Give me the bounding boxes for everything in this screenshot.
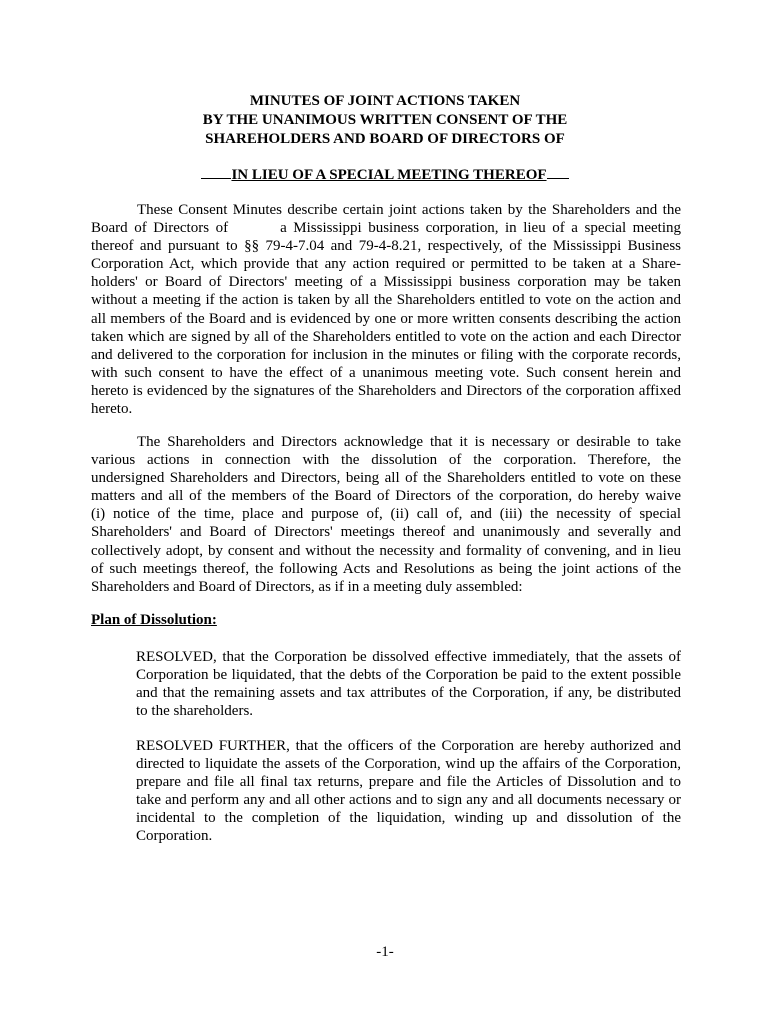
para2-line: Shareholders and Board of Directors, as if in a meeting duly assembled: — [91, 578, 523, 595]
para1-line-part: a Mississippi business corporation, in lieu of a special meeting — [280, 220, 681, 237]
para1-line: without a meeting if the action is taken by all the Shareholders entitled to vote on the action and — [91, 292, 681, 309]
subtitle-text: IN LIEU OF A SPECIAL MEETING THEREOF — [231, 167, 547, 183]
plan-of-dissolution-heading: Plan of Dissolution: — [91, 612, 217, 628]
para2-line: Shareholders' and Board of Directors' meetings thereof and unanimously and severally and — [91, 524, 681, 541]
para2-line: The Shareholders and Directors acknowledge that it is necessary or desirable to take — [137, 434, 681, 450]
para1-line: hereto. — [91, 401, 133, 418]
resolution-1 — [136, 648, 681, 720]
para1-line: hereto is evidenced by the signatures of the Shareholders and Directors of the corporation affixed — [91, 382, 681, 399]
para1-line: with such consent to have the effect of a unanimous meeting vote. Such consent herein and — [91, 364, 681, 381]
resolution-1-line: to the shareholders. — [136, 703, 254, 720]
para1-line: holders' or Board of Directors' meeting of a Mississippi business corporation may be taken — [91, 274, 681, 291]
para2-line: matters and all of the members of the Board of Directors of the corporation, do hereby waive — [91, 488, 681, 505]
para1-line: thereof and pursuant to §§ 79-4-7.04 and 79-4-8.21, respectively, of the Mississippi Business — [91, 238, 681, 255]
para2-line: various actions in connection with the dissolution of the corporation. Therefore, the — [91, 452, 681, 469]
resolution-2-line: Corporation. — [136, 828, 213, 845]
resolution-2-line: prepare and file all final tax returns, prepare and file the Articles of Dissolution and to — [136, 774, 681, 791]
acknowledgement-paragraph — [91, 433, 681, 596]
title-line-1: MINUTES OF JOINT ACTIONS TAKEN — [249, 93, 521, 109]
title-line-3: SHAREHOLDERS AND BOARD OF DIRECTORS OF — [205, 131, 565, 147]
resolution-2-line: incidental to the completion of the liquidation, winding up and dissolution of the — [136, 810, 681, 827]
para1-line: Corporation Act, which provide that any action required or permitted to be taken at a Share- — [91, 256, 681, 273]
para2-line: undersigned Shareholders and Directors, being all of the Shareholders entitled to vote on these — [91, 470, 681, 487]
para2-line: collectively adopt, by consent and without the necessity and formality of convening, and in lieu — [91, 542, 681, 559]
page-number: -1- — [376, 944, 394, 960]
resolution-2-line: RESOLVED FURTHER, that the officers of the Corporation are hereby authorized and — [136, 738, 681, 754]
title-line-2: BY THE UNANIMOUS WRITTEN CONSENT OF THE — [202, 112, 568, 128]
para1-line: all members of the Board and is evidenced by one or more written consents describing the action — [91, 310, 681, 327]
para2-line: of such meetings thereof, the following Acts and Resolutions as being the joint actions of the — [91, 560, 681, 577]
subtitle-blank-left — [201, 164, 231, 179]
para1-line: These Consent Minutes describe certain joint actions taken by the Shareholders and the — [137, 202, 681, 218]
document-title — [0, 92, 770, 149]
resolution-2-line: take and perform any and all other actions and to sign any and all documents necessary or — [136, 792, 681, 809]
document-subtitle — [0, 164, 770, 185]
para1-line-part: Board of Directors of — [91, 220, 229, 237]
para1-line — [91, 219, 681, 237]
para2-line: (i) notice of the time, place and purpose of, (ii) call of, and (iii) the necessity of special — [91, 506, 681, 523]
resolution-1-line: and that the remaining assets and tax attributes of the Corporation, if any, be distributed — [136, 685, 681, 702]
resolution-1-line: Corporation be liquidated, that the debts of the Corporation be paid to the extent possible — [136, 667, 681, 684]
resolution-2 — [136, 737, 681, 846]
resolution-1-line: RESOLVED, that the Corporation be dissolved effective immediately, that the assets of — [136, 649, 681, 665]
para1-line: and delivered to the corporation for inclusion in the minutes or filing with the corporate records, — [91, 346, 681, 363]
consent-paragraph — [91, 201, 681, 418]
para1-line: taken which are signed by all of the Shareholders entitled to vote on the action and each Director — [91, 328, 681, 345]
subtitle-blank-right — [547, 164, 569, 179]
resolution-2-line: directed to liquidate the assets of the Corporation, wind up the affairs of the Corporation, — [136, 756, 681, 773]
